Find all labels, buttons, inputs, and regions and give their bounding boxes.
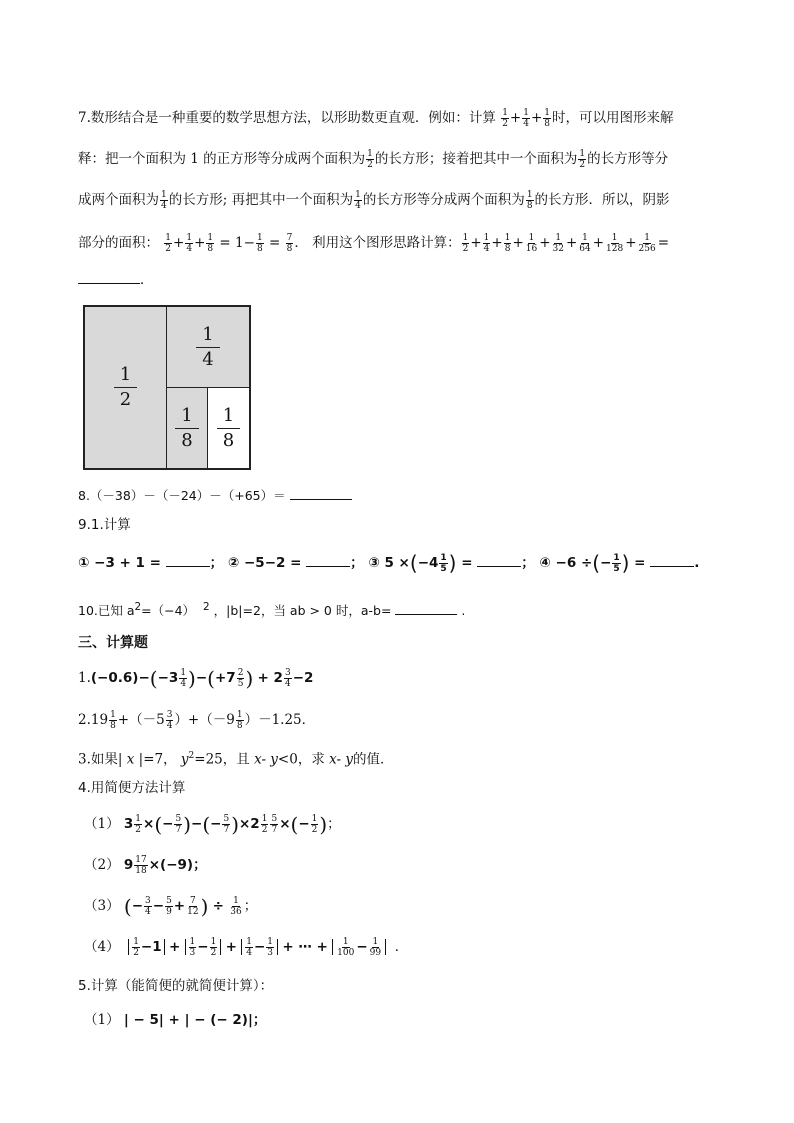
- fraction: $\frac{1}{2}$: [367, 149, 373, 170]
- calc-4-item-1: （1） 3 $\frac{1}{2}$ ×(− $\frac{5}{7}$ )−(− $\frac{5}{7}$ )×2 $\frac{1}{2}$ $\frac{5}{7}$ ×(− $\frac{1}{2}$ )；: [84, 812, 341, 837]
- fraction: $\frac{1}{4}$: [161, 190, 167, 211]
- q7-answer-blank[interactable]: [78, 269, 140, 284]
- q7-text: 的长方形等分成两个面积为: [362, 192, 525, 208]
- q7-text: 的长方形; 再把其中一个面积为: [168, 192, 354, 208]
- q8-text: 8.（－38）－（－24）－（+65）＝: [78, 488, 286, 503]
- fraction: $\frac{1}{8}$: [256, 233, 263, 254]
- calc-5-title: 5.计算（能简便的就简便计算）：: [78, 978, 274, 994]
- fraction: $\frac{1}{4}$: [355, 190, 361, 211]
- q7-text: 的长方形；接着把其中一个面积为: [374, 151, 578, 167]
- half-region: 1 2: [84, 306, 167, 469]
- fraction: $\frac{1}{8}$: [526, 190, 533, 211]
- q9-blank-1[interactable]: [166, 552, 210, 567]
- q9-parts: ① −3 + 1 = ； ② −5−2 = ； ③ 5 ×(−4 $\frac{1}{5}$ ) = ； ④ −6 ÷(− $\frac{1}{5}$ ) = .: [78, 551, 700, 575]
- fraction: $\frac{1}{16}$: [525, 233, 538, 254]
- quarter-region: 1 4: [166, 306, 250, 388]
- q7-text: 的长方形．所以，阴影: [534, 192, 670, 208]
- fraction: $\frac{1}{2}$: [165, 233, 172, 254]
- calc-1: 1.(−0.6)−(−3 $\frac{1}{4}$ )−(+7 $\frac{2}{5}$ ) + 2 $\frac{3}{4}$ −2: [78, 666, 314, 691]
- q7-text: 时，可以用图形来解: [552, 110, 674, 126]
- eighth-region-white: 1 8: [207, 387, 250, 469]
- fraction: $\frac{7}{8}$: [286, 233, 293, 254]
- fraction: $\frac{1}{4}$: [483, 233, 490, 254]
- q9-title: 9.1.计算: [78, 517, 131, 533]
- fraction: $\frac{1}{4}$: [186, 233, 193, 254]
- q7-line-3: [78, 188, 724, 212]
- area-diagram: [83, 305, 251, 470]
- fraction: $\frac{1}{4}$: [523, 108, 529, 129]
- calc-3: 3.如果| x |=7， $y^2=25$，且 x- y<0，求 x- y的值．: [78, 751, 394, 768]
- calc-2: 2.19 $\frac{1}{8}$ +（－5 $\frac{3}{4}$ ）+（－9 $\frac{1}{8}$ ）－1.25．: [78, 710, 316, 731]
- q9-blank-3[interactable]: [477, 552, 521, 567]
- calc-4-item-3: （3） (− $\frac{3}{4}$ − $\frac{5}{9}$ + $\frac{7}{12}$ ) ÷ $\frac{1}{36}$ ；: [84, 894, 258, 919]
- q7-text: 的长方形等分: [587, 151, 669, 167]
- q7-text: 释：把一个面积为 1 的正方形等分成两个面积为: [78, 151, 366, 167]
- q7-line-4: 部分的面积： $\frac{1}{2}$ + $\frac{1}{4}$ + $\frac{1}{8}$ = 1− $\frac{1}{8}$ = $\frac{7}{8}$ ． 利用这个图形思路计算： $\frac{1}{2}$ + $\frac{1}{4}$ + $\frac{1}{8}$ + $\frac{1}{16}$ + $\frac{1}{32}$ + $\frac{1}{64}$ + $\frac{1}{128}$ + $\frac{1}{256}$ =: [78, 233, 670, 254]
- q10: 10.已知 $a^2=(-4)$ $^2$ ，|b|=2，当 ab > 0 时，a-b= .: [78, 601, 466, 619]
- q7-text: 部分的面积：: [78, 235, 159, 251]
- q8-answer-blank[interactable]: [290, 485, 352, 500]
- q9-blank-4[interactable]: [650, 552, 694, 567]
- fraction: $\frac{1}{2}$: [462, 233, 469, 254]
- fraction: $\frac{1}{8}$: [544, 108, 551, 129]
- fraction: $\frac{1}{2}$: [502, 108, 508, 129]
- q7-line-1: 7.数形结合是一种重要的数学思想方法，以形助数更直观．例如：计算 $\frac{1}{2}$ + $\frac{1}{4}$ + $\frac{1}{8}$ 时，可以用图形来解: [78, 108, 674, 129]
- fraction: $\frac{1}{64}$: [579, 233, 591, 254]
- eighth-region-shaded: 1 8: [166, 387, 208, 469]
- q7-answer-line: ．: [78, 268, 724, 292]
- calc-4-title: 4.用简便方法计算: [78, 780, 186, 796]
- fraction: $\frac{1}{32}$: [552, 233, 564, 254]
- fraction: $\frac{1}{256}$: [638, 233, 656, 254]
- section-heading: 三、计算题: [78, 635, 148, 651]
- calc-4-item-4: （4） $\frac{1}{2}$ −1 + $\frac{1}{3}$ − $\frac{1}{2}$ + $\frac{1}{4}$ − $\frac{1}{3}$ + ⋯ + $\frac{1}{100}$ − $\frac{1}{99}$ ．: [84, 937, 409, 958]
- fraction: $\frac{1}{128}$: [606, 233, 624, 254]
- calc-5-item-1: （1） | − 5| + | − (− 2)|；: [84, 1012, 267, 1028]
- q7-text: 7.数形结合是一种重要的数学思想方法，以形助数更直观．例如：计算: [78, 110, 496, 126]
- q7-text: 成两个面积为: [78, 192, 159, 208]
- calc-4-item-2: （2） 9 $\frac{17}{18}$ ×(−9)；: [84, 855, 207, 876]
- fraction: $\frac{1}{8}$: [207, 233, 214, 254]
- q7-text: ． 利用这个图形思路计算：: [294, 235, 461, 251]
- fraction: $\frac{1}{2}$: [579, 149, 586, 170]
- q8: [78, 484, 724, 508]
- q9-blank-2[interactable]: [306, 552, 350, 567]
- fraction: $\frac{1}{8}$: [504, 233, 511, 254]
- q7-line-2: [78, 147, 724, 171]
- q10-answer-blank[interactable]: [395, 600, 457, 615]
